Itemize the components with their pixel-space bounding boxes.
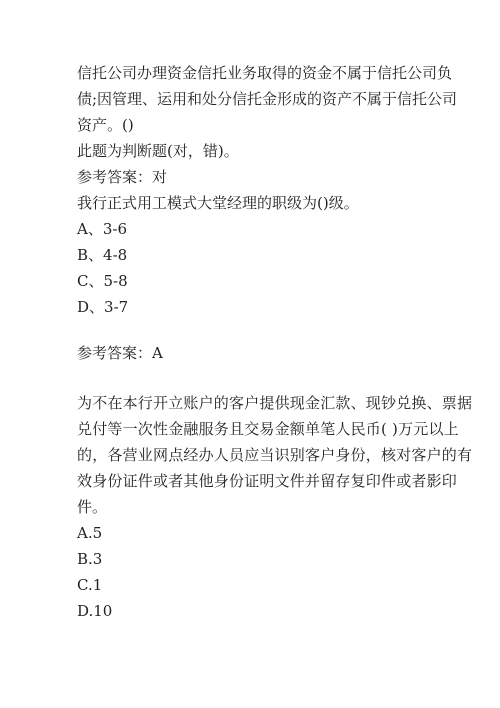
question-3-option-d: D.10 (77, 602, 113, 620)
spacer (77, 320, 437, 340)
question-3-stem-line-2: 兑付等一次性金融服务且交易金额单笔人民币( )万元以上 (77, 420, 459, 438)
question-2-option-c: C、5-8 (77, 272, 128, 290)
question-1-stem-line-1: 信托公司办理资金信托业务取得的资金不属于信托公司负 (77, 64, 453, 82)
question-2-option-b: B、4-8 (77, 246, 128, 264)
question-3-option-c: C.1 (77, 576, 103, 594)
question-3-stem-line-4: 效身份证件或者其他身份证明文件并留存复印件或者影印 (77, 472, 458, 490)
question-1-stem-line-2: 债;因管理、运用和处分信托金形成的资产不属于信托公司 (77, 90, 458, 108)
question-3-stem-line-1: 为不在本行开立账户的客户提供现金汇款、现钞兑换、票据 (77, 394, 473, 412)
question-2-answer: 参考答案：A (77, 344, 163, 362)
document-page (77, 60, 473, 624)
question-2 (77, 190, 437, 366)
question-1-stem-line-3: 资产。() (77, 116, 134, 134)
question-3-stem-line-3: 的，各营业网点经办人员应当识别客户身份，核对客户的有 (77, 446, 473, 464)
question-2-option-d: D、3-7 (77, 298, 129, 316)
question-1-answer: 参考答案：对 (77, 168, 168, 186)
question-3-option-a: A.5 (77, 524, 103, 542)
question-3-stem-line-5: 件。 (77, 498, 108, 516)
question-2-stem: 我行正式用工模式大堂经理的职级为()级。 (77, 194, 359, 212)
question-3-option-b: B.3 (77, 550, 103, 568)
question-2-option-a: A、3-6 (77, 220, 127, 238)
spacer (77, 366, 437, 390)
question-1-type-note: 此题为判断题(对，错)。 (77, 142, 239, 160)
question-1 (77, 60, 458, 190)
question-3 (77, 390, 473, 624)
